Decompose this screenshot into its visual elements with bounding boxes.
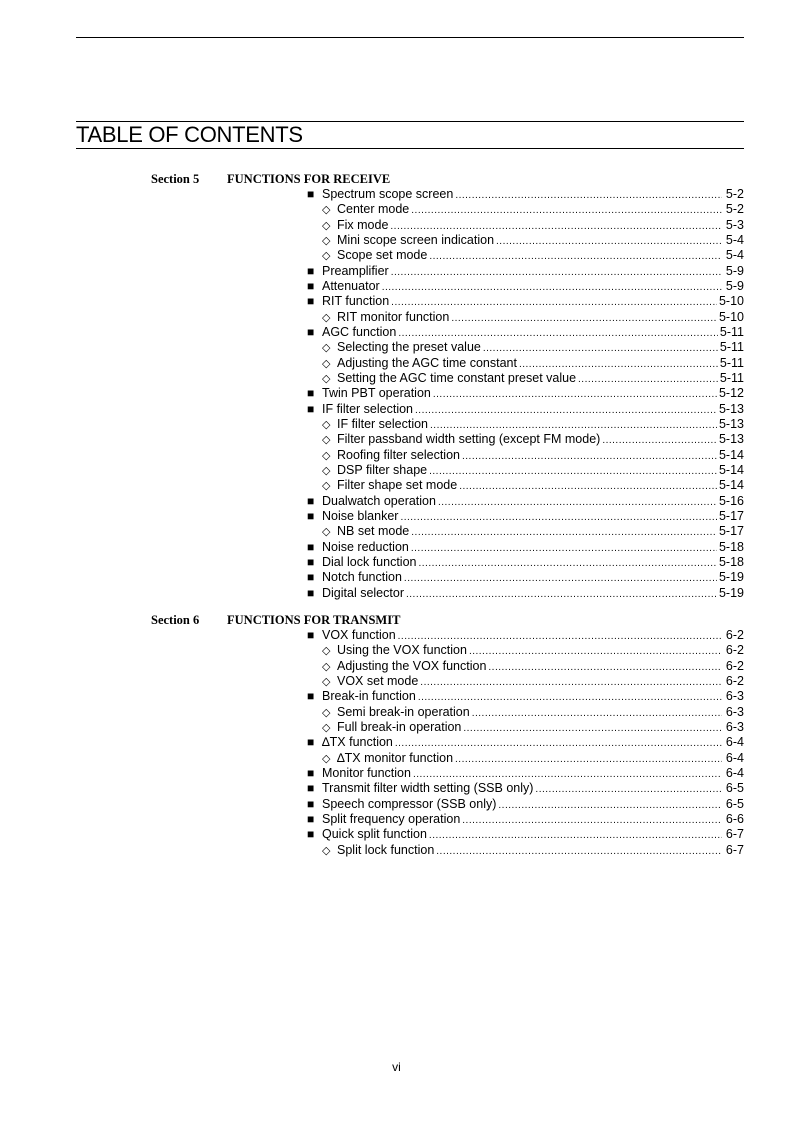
toc-entry[interactable]	[0, 448, 793, 463]
toc-entry-label: Preamplifier	[322, 263, 389, 278]
toc-entry-label: ∆TX monitor function	[337, 750, 454, 765]
toc-entry-list	[0, 187, 793, 601]
square-bullet-icon: ■	[307, 539, 315, 554]
toc-entry[interactable]	[0, 202, 793, 217]
square-bullet-icon: ■	[307, 263, 315, 278]
toc-entry[interactable]	[0, 432, 793, 447]
diamond-bullet-icon: ◇	[322, 675, 331, 688]
toc-entry-page: 5-18	[718, 539, 744, 554]
dot-leader	[578, 372, 718, 387]
toc-entry-page: 6-4	[725, 765, 744, 780]
toc-entry[interactable]	[0, 325, 793, 340]
toc-entry-label: ∆TX function	[322, 735, 393, 750]
dot-leader	[420, 675, 722, 690]
toc-entry-label: IF filter selection	[337, 416, 429, 431]
toc-entry-page: 5-14	[718, 478, 744, 493]
toc-entry[interactable]	[0, 570, 793, 585]
toc-entry-label: Dial lock function	[322, 554, 417, 569]
diamond-bullet-icon: ◇	[322, 234, 331, 247]
toc-entry-page: 6-2	[725, 658, 744, 673]
toc-entry-page: 5-13	[718, 432, 744, 447]
toc-entry[interactable]	[0, 402, 793, 417]
toc-entry-label: Digital selector	[322, 585, 404, 600]
toc-entry[interactable]	[0, 751, 793, 766]
toc-entry-label: Quick split function	[322, 827, 427, 842]
toc-entry-label: Adjusting the VOX function	[337, 658, 487, 673]
diamond-bullet-icon: ◇	[322, 660, 331, 673]
page-number: vi	[392, 1060, 401, 1074]
toc-entry[interactable]	[0, 705, 793, 720]
toc-entry[interactable]	[0, 356, 793, 371]
square-bullet-icon: ■	[307, 294, 315, 309]
toc-entry-label: Setting the AGC time constant preset value	[337, 370, 577, 385]
diamond-bullet-icon: ◇	[322, 219, 331, 232]
dot-leader	[395, 736, 722, 751]
dot-leader	[404, 571, 717, 586]
dot-leader	[535, 782, 722, 797]
diamond-bullet-icon: ◇	[322, 357, 331, 370]
toc-entry-label: Scope set mode	[337, 248, 428, 263]
toc-entry-label: Spectrum scope screen	[322, 187, 454, 201]
toc-entry[interactable]	[0, 509, 793, 524]
toc-entry-label: Filter passband width setting (except FM mode)	[337, 432, 601, 447]
square-bullet-icon: ■	[307, 811, 315, 826]
toc-entry[interactable]	[0, 659, 793, 674]
toc-entry-label: Split lock function	[337, 842, 435, 857]
dot-leader	[462, 813, 722, 828]
toc-entry[interactable]	[0, 735, 793, 750]
toc-entry-page: 6-3	[725, 704, 744, 719]
square-bullet-icon: ■	[307, 735, 315, 750]
toc-entry-label: Roofing filter selection	[337, 447, 460, 462]
toc-entry-label: Split frequency operation	[322, 811, 461, 826]
toc-entry-page: 5-2	[725, 187, 744, 201]
toc-entry[interactable]	[0, 524, 793, 539]
toc-entry-page: 6-7	[725, 842, 744, 857]
toc-entry-label: NB set mode	[337, 524, 410, 539]
toc-entry-label: Noise blanker	[322, 508, 399, 523]
toc-entry-page: 5-12	[718, 386, 744, 401]
toc-entry-label: Fix mode	[337, 217, 389, 232]
dot-leader	[398, 326, 718, 341]
dot-leader	[488, 660, 722, 675]
toc-entry[interactable]	[0, 555, 793, 570]
section-label: Section 6	[151, 613, 200, 627]
toc-entry-page: 5-3	[725, 217, 744, 232]
toc-entry[interactable]	[0, 812, 793, 827]
toc-entry-label: Full break-in operation	[337, 719, 462, 734]
square-bullet-icon: ■	[307, 570, 315, 585]
toc-entry-list	[0, 628, 793, 858]
toc-entry[interactable]	[0, 720, 793, 735]
dot-leader	[411, 203, 722, 218]
toc-entry[interactable]	[0, 797, 793, 812]
section-label: Section 5	[151, 172, 200, 186]
square-bullet-icon: ■	[307, 781, 315, 796]
toc-entry-page: 6-4	[725, 735, 744, 750]
square-bullet-icon: ■	[307, 689, 315, 704]
toc-entry-label: AGC function	[322, 324, 397, 339]
diamond-bullet-icon: ◇	[322, 449, 331, 462]
square-bullet-icon: ■	[307, 401, 315, 416]
toc-entry-page: 5-2	[725, 202, 744, 217]
toc-entry-page: 5-13	[718, 401, 744, 416]
toc-entry[interactable]	[0, 781, 793, 796]
toc-entry-page: 5-19	[718, 570, 744, 585]
toc-entry[interactable]	[0, 628, 793, 643]
toc-entry-page: 5-16	[718, 493, 744, 508]
header-rule	[76, 37, 744, 38]
toc-entry-page: 6-5	[725, 781, 744, 796]
toc-entry[interactable]	[0, 586, 793, 601]
diamond-bullet-icon: ◇	[322, 480, 331, 493]
toc-entry-label: Semi break-in operation	[337, 704, 470, 719]
toc-entry-label: VOX function	[322, 628, 396, 642]
toc-entry[interactable]	[0, 689, 793, 704]
dot-leader	[459, 479, 717, 494]
dot-leader	[496, 234, 722, 249]
dot-leader	[418, 690, 722, 705]
diamond-bullet-icon: ◇	[322, 526, 331, 539]
toc-entry-label: DSP filter shape	[337, 462, 428, 477]
dot-leader	[413, 767, 722, 782]
dot-leader	[411, 541, 717, 556]
toc-entry-label: Using the VOX function	[337, 643, 467, 658]
diamond-bullet-icon: ◇	[322, 311, 331, 324]
section-heading	[0, 612, 793, 628]
diamond-bullet-icon: ◇	[322, 250, 331, 263]
toc-entry[interactable]	[0, 463, 793, 478]
dot-leader	[398, 629, 722, 644]
square-bullet-icon: ■	[307, 796, 315, 811]
toc-entry-label: Adjusting the AGC time constant	[337, 355, 517, 370]
dot-leader	[519, 357, 718, 372]
toc-entry[interactable]	[0, 478, 793, 493]
toc-entry[interactable]	[0, 279, 793, 294]
toc-entry-page: 5-19	[718, 585, 744, 600]
toc-entry[interactable]	[0, 643, 793, 658]
dot-leader	[391, 265, 722, 280]
toc-entry-label: Transmit filter width setting (SSB only)	[322, 781, 534, 796]
toc-entry-page: 5-17	[718, 524, 744, 539]
toc-entry[interactable]	[0, 248, 793, 263]
dot-leader	[429, 464, 717, 479]
square-bullet-icon: ■	[307, 493, 315, 508]
toc-entry-page: 5-17	[718, 508, 744, 523]
section-title: FUNCTIONS FOR RECEIVE	[227, 172, 391, 186]
toc-entry[interactable]	[0, 264, 793, 279]
toc-entry[interactable]	[0, 494, 793, 509]
dot-leader	[390, 219, 722, 234]
toc-entry-label: RIT monitor function	[337, 309, 450, 324]
section-title: FUNCTIONS FOR TRANSMIT	[227, 613, 401, 627]
diamond-bullet-icon: ◇	[322, 752, 331, 765]
toc-entry-page: 6-7	[725, 827, 744, 842]
toc-entry[interactable]	[0, 766, 793, 781]
dot-leader	[498, 798, 722, 813]
toc-entry-page: 5-11	[719, 324, 744, 339]
toc-entry-page: 5-18	[718, 554, 744, 569]
dot-leader	[483, 341, 718, 356]
square-bullet-icon: ■	[307, 386, 315, 401]
toc-entry-label: Monitor function	[322, 765, 411, 780]
dot-leader	[433, 387, 717, 402]
toc-entry-label: Filter shape set mode	[337, 478, 458, 493]
toc-section-6	[0, 612, 793, 858]
toc-entry-label: VOX set mode	[337, 673, 419, 688]
diamond-bullet-icon: ◇	[322, 464, 331, 477]
toc-entry[interactable]	[0, 233, 793, 248]
dot-leader	[463, 721, 722, 736]
toc-entry[interactable]	[0, 187, 793, 202]
toc-entry-label: Break-in function	[322, 689, 416, 704]
toc-entry-page: 6-2	[725, 673, 744, 688]
toc-entry-page: 5-10	[718, 309, 744, 324]
toc-entry[interactable]	[0, 371, 793, 386]
toc-entry[interactable]	[0, 674, 793, 689]
square-bullet-icon: ■	[307, 827, 315, 842]
dot-leader	[462, 449, 717, 464]
square-bullet-icon: ■	[307, 508, 315, 523]
toc-section-5	[0, 171, 793, 601]
toc-entry-label: Dualwatch operation	[322, 493, 436, 508]
toc-entry[interactable]	[0, 218, 793, 233]
square-bullet-icon: ■	[307, 554, 315, 569]
toc-entry-label: Speech compressor (SSB only)	[322, 796, 497, 811]
toc-entry-label: Notch function	[322, 570, 402, 585]
toc-entry-page: 6-2	[725, 628, 744, 642]
toc-entry[interactable]	[0, 340, 793, 355]
toc-entry[interactable]	[0, 294, 793, 309]
diamond-bullet-icon: ◇	[322, 706, 331, 719]
dot-leader	[406, 587, 717, 602]
toc-entry[interactable]	[0, 417, 793, 432]
toc-entry[interactable]	[0, 310, 793, 325]
toc-entry-page: 6-2	[725, 643, 744, 658]
dot-leader	[469, 644, 722, 659]
toc-entry-label: Center mode	[337, 202, 410, 217]
toc-entry-page: 5-4	[725, 248, 744, 263]
square-bullet-icon: ■	[307, 628, 315, 642]
toc-entry-label: Twin PBT operation	[322, 386, 431, 401]
dot-leader	[472, 706, 722, 721]
diamond-bullet-icon: ◇	[322, 418, 331, 431]
toc-entry-page: 5-9	[725, 263, 744, 278]
square-bullet-icon: ■	[307, 585, 315, 600]
square-bullet-icon: ■	[307, 187, 315, 201]
dot-leader	[602, 433, 717, 448]
diamond-bullet-icon: ◇	[322, 645, 331, 658]
toc-entry-page: 6-3	[725, 719, 744, 734]
dot-leader	[429, 828, 722, 843]
toc-entry-page: 5-9	[725, 278, 744, 293]
diamond-bullet-icon: ◇	[322, 721, 331, 734]
dot-leader	[455, 188, 722, 203]
dot-leader	[430, 418, 717, 433]
toc-entry-page: 5-10	[718, 294, 744, 309]
toc-entry-page: 5-13	[718, 416, 744, 431]
toc-entry-page: 5-11	[719, 355, 744, 370]
toc-entry[interactable]	[0, 540, 793, 555]
dot-leader	[455, 752, 722, 767]
toc-entry-page: 6-5	[725, 796, 744, 811]
dot-leader	[415, 403, 717, 418]
toc-entry-label: RIT function	[322, 294, 390, 309]
toc-entry[interactable]	[0, 827, 793, 842]
toc-entry-page: 5-14	[718, 462, 744, 477]
toc-entry-label: Mini scope screen indication	[337, 232, 495, 247]
square-bullet-icon: ■	[307, 324, 315, 339]
toc-entry-label: Attenuator	[322, 278, 380, 293]
toc-entry[interactable]	[0, 386, 793, 401]
dot-leader	[419, 556, 717, 571]
title-rule-bottom	[76, 148, 744, 149]
dot-leader	[451, 311, 717, 326]
dot-leader	[400, 510, 717, 525]
section-heading	[0, 171, 793, 187]
dot-leader	[411, 525, 717, 540]
dot-leader	[438, 495, 717, 510]
toc-entry-page: 5-14	[718, 447, 744, 462]
dot-leader	[429, 249, 722, 264]
page-title: TABLE OF CONTENTS	[76, 122, 303, 147]
diamond-bullet-icon: ◇	[322, 372, 331, 385]
toc-entry-label: Selecting the preset value	[337, 340, 481, 355]
dot-leader	[382, 280, 722, 295]
diamond-bullet-icon: ◇	[322, 204, 331, 217]
toc-entry-page: 5-4	[725, 232, 744, 247]
toc-entry[interactable]	[0, 843, 793, 858]
square-bullet-icon: ■	[307, 765, 315, 780]
diamond-bullet-icon: ◇	[322, 844, 331, 857]
dot-leader	[436, 844, 722, 859]
toc-entry-page: 6-4	[725, 750, 744, 765]
toc-entry-page: 5-11	[719, 340, 744, 355]
diamond-bullet-icon: ◇	[322, 342, 331, 355]
toc-entry-label: IF filter selection	[322, 401, 414, 416]
diamond-bullet-icon: ◇	[322, 434, 331, 447]
toc-entry-page: 5-11	[719, 370, 744, 385]
square-bullet-icon: ■	[307, 278, 315, 293]
dot-leader	[391, 295, 717, 310]
toc-entry-label: Noise reduction	[322, 539, 409, 554]
toc-entry-page: 6-3	[725, 689, 744, 704]
toc-entry-page: 6-6	[725, 811, 744, 826]
